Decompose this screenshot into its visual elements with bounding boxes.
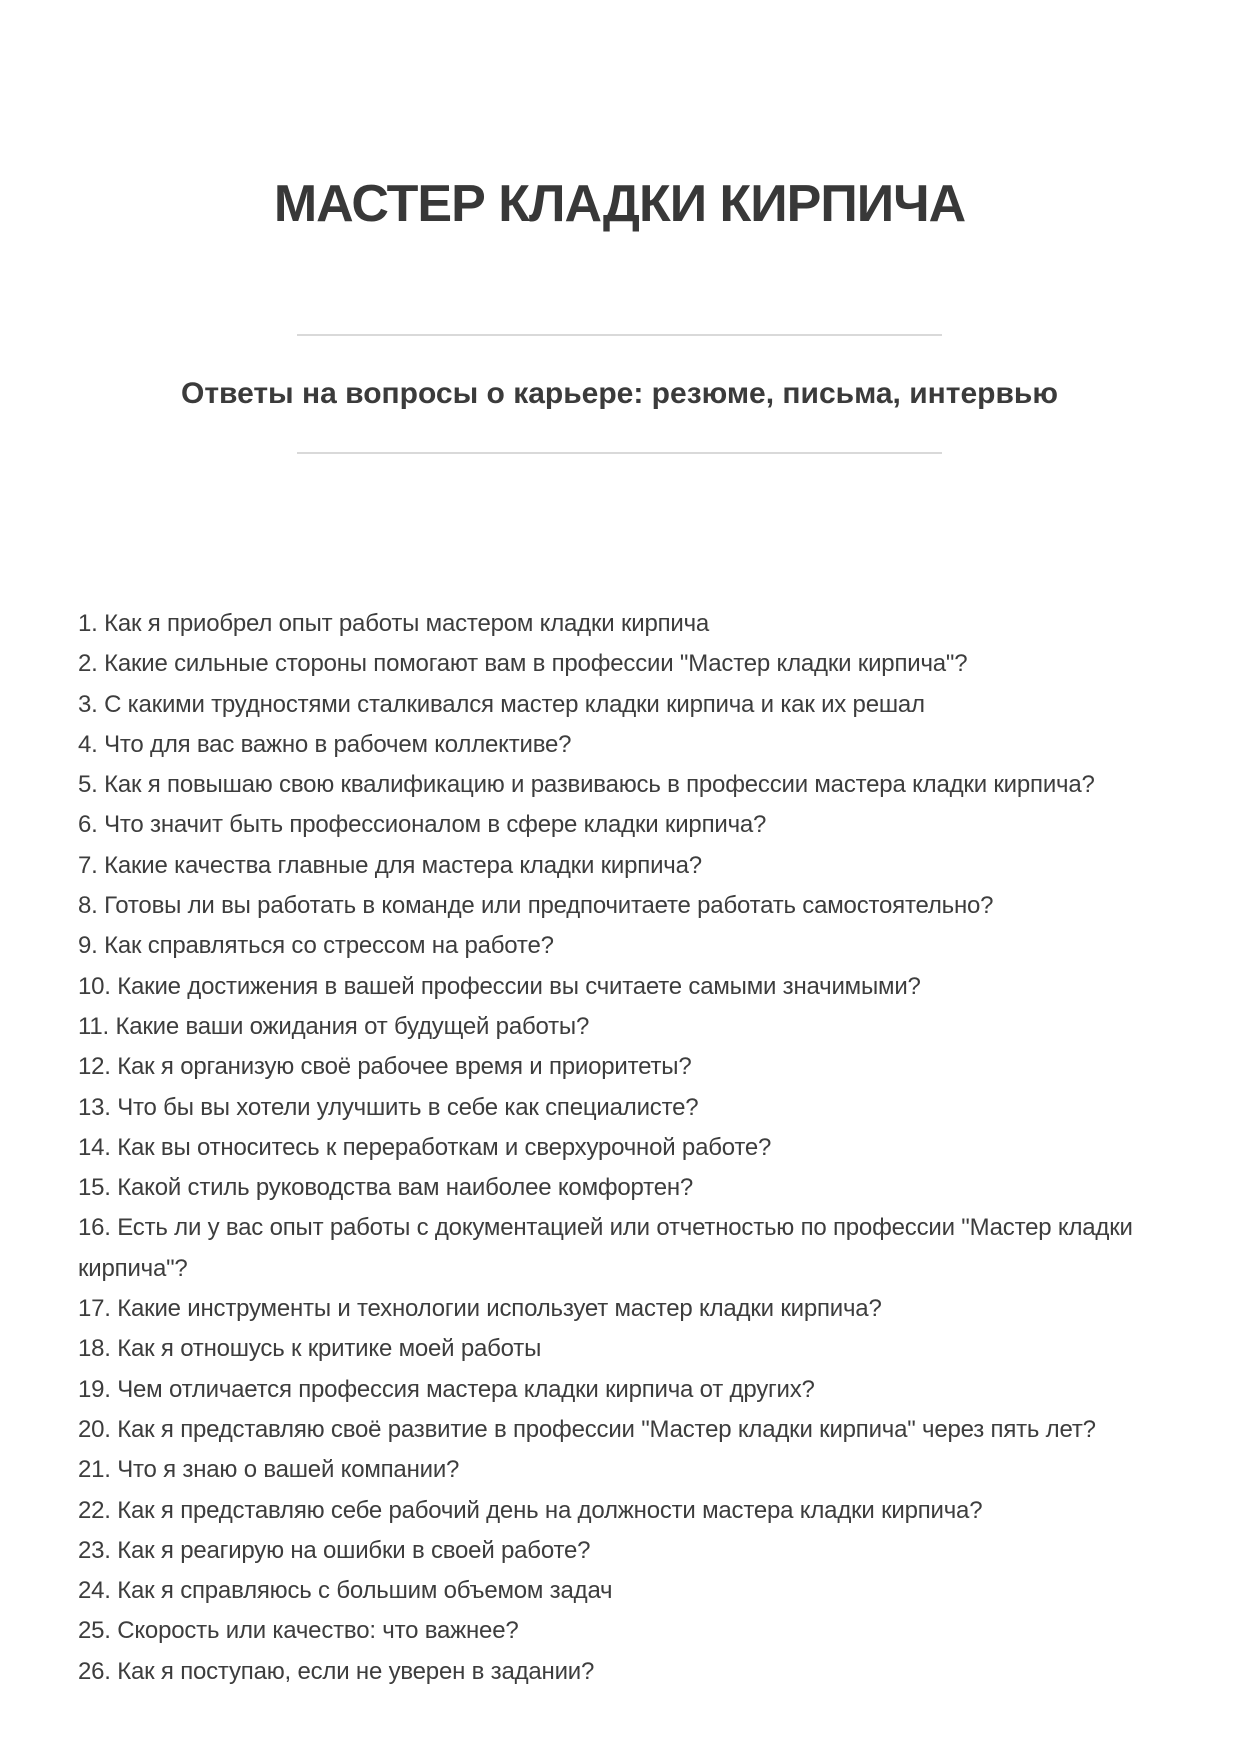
question-item: 3. С какими трудностями сталкивался мастер кладки кирпича и как их решал [78,690,925,718]
page-title: МАСТЕР КЛАДКИ КИРПИЧА [273,175,966,233]
question-item: 7. Какие качества главные для мастера кладки кирпича? [78,851,702,879]
question-item: 22. Как я представляю себе рабочий день на должности мастера кладки кирпича? [78,1496,983,1524]
question-item: 19. Чем отличается профессия мастера кладки кирпича от других? [78,1375,815,1403]
question-item: 13. Что бы вы хотели улучшить в себе как специалисте? [78,1093,699,1121]
question-item: 26. Как я поступаю, если не уверен в задании? [78,1657,595,1685]
question-item: 2. Какие сильные стороны помогают вам в профессии "Мастер кладки кирпича"? [78,650,968,678]
question-item: 12. Как я организую своё рабочее время и приоритеты? [78,1053,692,1081]
question-item: 6. Что значит быть профессионалом в сфере кладки кирпича? [78,811,767,839]
question-item: 25. Скорость или качество: что важнее? [78,1617,519,1645]
bottom-divider [297,452,942,454]
question-item: 10. Какие достижения в вашей профессии вы считаете самыми значимыми? [78,972,921,1000]
question-item: 9. Как справляться со стрессом на работе? [78,932,554,960]
page-subtitle: Ответы на вопросы о карьере: резюме, письма, интервью [181,377,1058,410]
top-divider [297,334,942,336]
question-item: 18. Как я отношусь к критике моей работы [78,1335,542,1363]
question-item: 23. Как я реагирую на ошибки в своей работе? [78,1536,591,1564]
question-item: 21. Что я знаю о вашей компании? [78,1456,460,1484]
question-item: 20. Как я представляю своё развитие в профессии "Мастер кладки кирпича" через пять лет? [78,1415,1096,1443]
question-item: 5. Как я повышаю свою квалификацию и развиваюсь в профессии мастера кладки кирпича? [78,771,1095,799]
question-list [78,604,1138,1692]
question-item: 4. Что для вас важно в рабочем коллективе? [78,730,572,758]
question-item: 1. Как я приобрел опыт работы мастером кладки кирпича [78,610,710,637]
question-item: 15. Какой стиль руководства вам наиболее комфортен? [78,1174,694,1202]
question-item: 11. Какие ваши ожидания от будущей работы? [78,1012,590,1040]
question-item: 16. Есть ли у вас опыт работы с документацией или отчетностью по профессии "Мастер кладки кирпича"? [78,1214,1133,1282]
question-item: 14. Как вы относитесь к переработкам и сверхурочной работе? [78,1133,772,1161]
question-item: 24. Как я справляюсь с большим объемом задач [78,1577,613,1605]
question-item: 8. Готовы ли вы работать в команде или предпочитаете работать самостоятельно? [78,892,994,920]
question-item: 17. Какие инструменты и технологии использует мастер кладки кирпича? [78,1295,882,1323]
